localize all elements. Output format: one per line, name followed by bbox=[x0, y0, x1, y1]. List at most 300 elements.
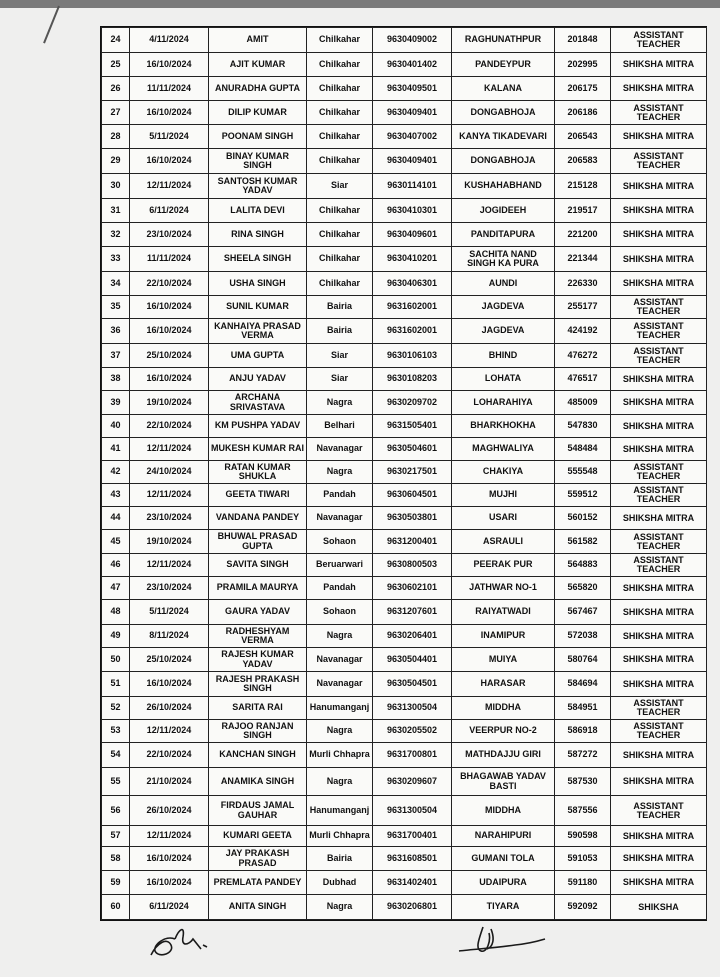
cell-serial-no: 57 bbox=[102, 826, 130, 847]
cell-block: Navanagar bbox=[307, 438, 373, 461]
cell-block: Bairia bbox=[307, 296, 373, 319]
cell-teacher-name: ANITA SINGH bbox=[209, 895, 307, 920]
cell-employee-id: 202995 bbox=[555, 53, 611, 77]
cell-teacher-name: KANHAIYA PRASAD VERMA bbox=[209, 319, 307, 344]
cell-date: 23/10/2024 bbox=[130, 507, 209, 530]
table-row bbox=[102, 53, 707, 77]
cell-employee-id: 255177 bbox=[555, 296, 611, 319]
cell-post: SHIKSHA MITRA bbox=[611, 826, 707, 847]
cell-teacher-name: SAVITA SINGH bbox=[209, 554, 307, 577]
cell-post: SHIKSHA MITRA bbox=[611, 600, 707, 625]
cell-teacher-name: FIRDAUS JAMAL GAUHAR bbox=[209, 796, 307, 826]
cell-block: Chilkahar bbox=[307, 53, 373, 77]
cell-employee-id: 591180 bbox=[555, 871, 611, 895]
cell-block: Pandah bbox=[307, 484, 373, 507]
cell-date: 16/10/2024 bbox=[130, 319, 209, 344]
cell-post: ASSISTANT TEACHER bbox=[611, 484, 707, 507]
cell-serial-no: 58 bbox=[102, 847, 130, 871]
cell-employee-id: 587272 bbox=[555, 743, 611, 768]
cell-block: Murli Chhapra bbox=[307, 743, 373, 768]
cell-teacher-name: RAJESH PRAKASH SINGH bbox=[209, 672, 307, 697]
cell-date: 24/10/2024 bbox=[130, 461, 209, 484]
cell-teacher-name: BHUWAL PRASAD GUPTA bbox=[209, 530, 307, 554]
signature-right bbox=[455, 915, 555, 960]
cell-serial-no: 30 bbox=[102, 174, 130, 199]
cell-block: Nagra bbox=[307, 895, 373, 920]
cell-post: SHIKSHA MITRA bbox=[611, 871, 707, 895]
cell-serial-no: 36 bbox=[102, 319, 130, 344]
cell-udise-code: 9630504401 bbox=[373, 648, 452, 672]
cell-udise-code: 9630409501 bbox=[373, 77, 452, 101]
cell-employee-id: 592092 bbox=[555, 895, 611, 920]
table-row bbox=[102, 826, 707, 847]
cell-teacher-name: AMIT bbox=[209, 28, 307, 53]
cell-date: 16/10/2024 bbox=[130, 368, 209, 391]
table-row bbox=[102, 247, 707, 272]
cell-udise-code: 9631207601 bbox=[373, 600, 452, 625]
cell-teacher-name: UMA GUPTA bbox=[209, 344, 307, 368]
cell-udise-code: 9630503801 bbox=[373, 507, 452, 530]
cell-post: SHIKSHA bbox=[611, 895, 707, 920]
cell-teacher-name: RAJOO RANJAN SINGH bbox=[209, 720, 307, 743]
table-row bbox=[102, 507, 707, 530]
cell-teacher-name: MUKESH KUMAR RAI bbox=[209, 438, 307, 461]
cell-block: Pandah bbox=[307, 577, 373, 600]
cell-block: Bairia bbox=[307, 847, 373, 871]
table-row bbox=[102, 743, 707, 768]
cell-employee-id: 215128 bbox=[555, 174, 611, 199]
cell-employee-id: 206583 bbox=[555, 149, 611, 174]
cell-block: Chilkahar bbox=[307, 77, 373, 101]
cell-date: 22/10/2024 bbox=[130, 415, 209, 438]
cell-udise-code: 9630504501 bbox=[373, 672, 452, 697]
cell-udise-code: 9631700801 bbox=[373, 743, 452, 768]
cell-school-name: MUIYA bbox=[452, 648, 555, 672]
cell-udise-code: 9630106103 bbox=[373, 344, 452, 368]
cell-school-name: HARASAR bbox=[452, 672, 555, 697]
cell-post: SHIKSHA MITRA bbox=[611, 272, 707, 296]
cell-block: Sohaon bbox=[307, 600, 373, 625]
cell-school-name: TIYARA bbox=[452, 895, 555, 920]
cell-udise-code: 9631602001 bbox=[373, 296, 452, 319]
cell-school-name: DONGABHOJA bbox=[452, 149, 555, 174]
table-row bbox=[102, 530, 707, 554]
cell-block: Siar bbox=[307, 368, 373, 391]
cell-udise-code: 9631300504 bbox=[373, 697, 452, 720]
cell-date: 6/11/2024 bbox=[130, 895, 209, 920]
cell-date: 5/11/2024 bbox=[130, 125, 209, 149]
table-row bbox=[102, 461, 707, 484]
cell-employee-id: 560152 bbox=[555, 507, 611, 530]
cell-employee-id: 555548 bbox=[555, 461, 611, 484]
cell-employee-id: 584951 bbox=[555, 697, 611, 720]
cell-employee-id: 485009 bbox=[555, 391, 611, 415]
cell-udise-code: 9630206801 bbox=[373, 895, 452, 920]
cell-udise-code: 9630602101 bbox=[373, 577, 452, 600]
cell-teacher-name: SARITA RAI bbox=[209, 697, 307, 720]
cell-block: Nagra bbox=[307, 391, 373, 415]
cell-date: 16/10/2024 bbox=[130, 871, 209, 895]
cell-post: SHIKSHA MITRA bbox=[611, 53, 707, 77]
cell-school-name: RAIYATWADI bbox=[452, 600, 555, 625]
table-row bbox=[102, 77, 707, 101]
cell-block: Chilkahar bbox=[307, 247, 373, 272]
cell-date: 23/10/2024 bbox=[130, 223, 209, 247]
cell-udise-code: 9631300504 bbox=[373, 796, 452, 826]
table-row bbox=[102, 223, 707, 247]
cell-post: SHIKSHA MITRA bbox=[611, 368, 707, 391]
cell-employee-id: 587530 bbox=[555, 768, 611, 796]
table-row bbox=[102, 28, 707, 53]
cell-date: 5/11/2024 bbox=[130, 600, 209, 625]
cell-serial-no: 51 bbox=[102, 672, 130, 697]
cell-udise-code: 9630406301 bbox=[373, 272, 452, 296]
cell-post: SHIKSHA MITRA bbox=[611, 625, 707, 648]
cell-serial-no: 35 bbox=[102, 296, 130, 319]
table-row bbox=[102, 344, 707, 368]
cell-post: ASSISTANT TEACHER bbox=[611, 554, 707, 577]
cell-school-name: PANDITAPURA bbox=[452, 223, 555, 247]
cell-block: Nagra bbox=[307, 768, 373, 796]
cell-block: Siar bbox=[307, 344, 373, 368]
cell-post: SHIKSHA MITRA bbox=[611, 577, 707, 600]
cell-serial-no: 52 bbox=[102, 697, 130, 720]
cell-post: ASSISTANT TEACHER bbox=[611, 296, 707, 319]
cell-post: SHIKSHA MITRA bbox=[611, 648, 707, 672]
cell-serial-no: 56 bbox=[102, 796, 130, 826]
cell-serial-no: 60 bbox=[102, 895, 130, 920]
cell-employee-id: 567467 bbox=[555, 600, 611, 625]
cell-school-name: SACHITA NAND SINGH KA PURA bbox=[452, 247, 555, 272]
cell-date: 16/10/2024 bbox=[130, 672, 209, 697]
cell-udise-code: 9630410201 bbox=[373, 247, 452, 272]
table-row bbox=[102, 101, 707, 125]
cell-serial-no: 44 bbox=[102, 507, 130, 530]
cell-teacher-name: GEETA TIWARI bbox=[209, 484, 307, 507]
cell-date: 16/10/2024 bbox=[130, 296, 209, 319]
cell-block: Bairia bbox=[307, 319, 373, 344]
cell-post: SHIKSHA MITRA bbox=[611, 672, 707, 697]
cell-udise-code: 9630409401 bbox=[373, 149, 452, 174]
cell-udise-code: 9631608501 bbox=[373, 847, 452, 871]
cell-teacher-name: VANDANA PANDEY bbox=[209, 507, 307, 530]
cell-teacher-name: RATAN KUMAR SHUKLA bbox=[209, 461, 307, 484]
cell-school-name: KUSHAHABHAND bbox=[452, 174, 555, 199]
cell-date: 22/10/2024 bbox=[130, 272, 209, 296]
cell-teacher-name: RAJESH KUMAR YADAV bbox=[209, 648, 307, 672]
cell-employee-id: 201848 bbox=[555, 28, 611, 53]
cell-udise-code: 9630504601 bbox=[373, 438, 452, 461]
cell-employee-id: 572038 bbox=[555, 625, 611, 648]
cell-date: 16/10/2024 bbox=[130, 101, 209, 125]
cell-udise-code: 9630401402 bbox=[373, 53, 452, 77]
cell-date: 8/11/2024 bbox=[130, 625, 209, 648]
cell-serial-no: 42 bbox=[102, 461, 130, 484]
cell-udise-code: 9630604501 bbox=[373, 484, 452, 507]
cell-serial-no: 53 bbox=[102, 720, 130, 743]
cell-employee-id: 548484 bbox=[555, 438, 611, 461]
cell-block: Chilkahar bbox=[307, 125, 373, 149]
cell-school-name: INAMIPUR bbox=[452, 625, 555, 648]
cell-employee-id: 476517 bbox=[555, 368, 611, 391]
cell-udise-code: 9630409601 bbox=[373, 223, 452, 247]
cell-employee-id: 580764 bbox=[555, 648, 611, 672]
cell-post: SHIKSHA MITRA bbox=[611, 438, 707, 461]
cell-serial-no: 46 bbox=[102, 554, 130, 577]
cell-post: SHIKSHA MITRA bbox=[611, 125, 707, 149]
table-row bbox=[102, 648, 707, 672]
cell-serial-no: 47 bbox=[102, 577, 130, 600]
cell-employee-id: 547830 bbox=[555, 415, 611, 438]
cell-block: Nagra bbox=[307, 625, 373, 648]
table-row bbox=[102, 796, 707, 826]
cell-post: SHIKSHA MITRA bbox=[611, 847, 707, 871]
table-row bbox=[102, 319, 707, 344]
cell-post: ASSISTANT TEACHER bbox=[611, 796, 707, 826]
cell-post: ASSISTANT TEACHER bbox=[611, 319, 707, 344]
cell-block: Chilkahar bbox=[307, 101, 373, 125]
cell-post: ASSISTANT TEACHER bbox=[611, 101, 707, 125]
cell-school-name: JAGDEVA bbox=[452, 296, 555, 319]
table-row bbox=[102, 272, 707, 296]
cell-teacher-name: PRAMILA MAURYA bbox=[209, 577, 307, 600]
cell-date: 26/10/2024 bbox=[130, 697, 209, 720]
cell-school-name: UDAIPURA bbox=[452, 871, 555, 895]
table-row bbox=[102, 125, 707, 149]
cell-block: Murli Chhapra bbox=[307, 826, 373, 847]
cell-udise-code: 9630206401 bbox=[373, 625, 452, 648]
cell-serial-no: 34 bbox=[102, 272, 130, 296]
cell-post: SHIKSHA MITRA bbox=[611, 743, 707, 768]
cell-school-name: AUNDI bbox=[452, 272, 555, 296]
cell-udise-code: 9630205502 bbox=[373, 720, 452, 743]
cell-school-name: RAGHUNATHPUR bbox=[452, 28, 555, 53]
cell-teacher-name: ANAMIKA SINGH bbox=[209, 768, 307, 796]
cell-teacher-name: DILIP KUMAR bbox=[209, 101, 307, 125]
cell-serial-no: 59 bbox=[102, 871, 130, 895]
table-row bbox=[102, 438, 707, 461]
cell-school-name: MAGHWALIYA bbox=[452, 438, 555, 461]
table-row bbox=[102, 415, 707, 438]
cell-block: Chilkahar bbox=[307, 272, 373, 296]
cell-teacher-name: PREMLATA PANDEY bbox=[209, 871, 307, 895]
cell-serial-no: 37 bbox=[102, 344, 130, 368]
table-row bbox=[102, 697, 707, 720]
cell-serial-no: 26 bbox=[102, 77, 130, 101]
cell-udise-code: 9630217501 bbox=[373, 461, 452, 484]
cell-serial-no: 24 bbox=[102, 28, 130, 53]
cell-employee-id: 591053 bbox=[555, 847, 611, 871]
cell-post: SHIKSHA MITRA bbox=[611, 391, 707, 415]
cell-date: 12/11/2024 bbox=[130, 554, 209, 577]
table-row bbox=[102, 368, 707, 391]
table-row bbox=[102, 149, 707, 174]
cell-post: ASSISTANT TEACHER bbox=[611, 344, 707, 368]
cell-udise-code: 9630209702 bbox=[373, 391, 452, 415]
cell-teacher-name: ANURADHA GUPTA bbox=[209, 77, 307, 101]
cell-school-name: KALANA bbox=[452, 77, 555, 101]
cell-serial-no: 41 bbox=[102, 438, 130, 461]
cell-employee-id: 561582 bbox=[555, 530, 611, 554]
cell-serial-no: 43 bbox=[102, 484, 130, 507]
cell-udise-code: 9630410301 bbox=[373, 199, 452, 223]
cell-employee-id: 586918 bbox=[555, 720, 611, 743]
cell-date: 16/10/2024 bbox=[130, 53, 209, 77]
cell-school-name: ASRAULI bbox=[452, 530, 555, 554]
cell-teacher-name: ARCHANA SRIVASTAVA bbox=[209, 391, 307, 415]
cell-block: Dubhad bbox=[307, 871, 373, 895]
cell-teacher-name: BINAY KUMAR SINGH bbox=[209, 149, 307, 174]
cell-post: SHIKSHA MITRA bbox=[611, 415, 707, 438]
cell-post: ASSISTANT TEACHER bbox=[611, 697, 707, 720]
cell-teacher-name: RINA SINGH bbox=[209, 223, 307, 247]
top-edge-shadow bbox=[0, 0, 720, 8]
cell-date: 21/10/2024 bbox=[130, 768, 209, 796]
cell-date: 23/10/2024 bbox=[130, 577, 209, 600]
table-row bbox=[102, 847, 707, 871]
cell-serial-no: 28 bbox=[102, 125, 130, 149]
cell-post: ASSISTANT TEACHER bbox=[611, 461, 707, 484]
cell-block: Chilkahar bbox=[307, 28, 373, 53]
cell-teacher-name: POONAM SINGH bbox=[209, 125, 307, 149]
cell-post: ASSISTANT TEACHER bbox=[611, 28, 707, 53]
cell-serial-no: 48 bbox=[102, 600, 130, 625]
cell-udise-code: 9631505401 bbox=[373, 415, 452, 438]
cell-date: 12/11/2024 bbox=[130, 720, 209, 743]
cell-school-name: VEERPUR NO-2 bbox=[452, 720, 555, 743]
table-row bbox=[102, 296, 707, 319]
cell-date: 12/11/2024 bbox=[130, 484, 209, 507]
cell-block: Navanagar bbox=[307, 672, 373, 697]
cell-date: 11/11/2024 bbox=[130, 77, 209, 101]
cell-date: 4/11/2024 bbox=[130, 28, 209, 53]
cell-udise-code: 9630209607 bbox=[373, 768, 452, 796]
table-row bbox=[102, 768, 707, 796]
cell-date: 19/10/2024 bbox=[130, 530, 209, 554]
teacher-list-table bbox=[101, 27, 707, 920]
cell-serial-no: 29 bbox=[102, 149, 130, 174]
cell-school-name: JOGIDEEH bbox=[452, 199, 555, 223]
cell-serial-no: 31 bbox=[102, 199, 130, 223]
cell-school-name: BHARKHOKHA bbox=[452, 415, 555, 438]
cell-block: Nagra bbox=[307, 720, 373, 743]
cell-school-name: PANDEYPUR bbox=[452, 53, 555, 77]
table-row bbox=[102, 871, 707, 895]
cell-school-name: DONGABHOJA bbox=[452, 101, 555, 125]
cell-school-name: KANYA TIKADEVARI bbox=[452, 125, 555, 149]
cell-date: 26/10/2024 bbox=[130, 796, 209, 826]
cell-udise-code: 9630108203 bbox=[373, 368, 452, 391]
cell-block: Nagra bbox=[307, 461, 373, 484]
table-row bbox=[102, 720, 707, 743]
cell-school-name: BHAGAWAB YADAV BASTI bbox=[452, 768, 555, 796]
table-row bbox=[102, 554, 707, 577]
cell-employee-id: 424192 bbox=[555, 319, 611, 344]
cell-post: ASSISTANT TEACHER bbox=[611, 530, 707, 554]
cell-employee-id: 206543 bbox=[555, 125, 611, 149]
cell-post: ASSISTANT TEACHER bbox=[611, 149, 707, 174]
cell-school-name: MATHDAJJU GIRI bbox=[452, 743, 555, 768]
cell-serial-no: 55 bbox=[102, 768, 130, 796]
table-row bbox=[102, 174, 707, 199]
cell-employee-id: 221344 bbox=[555, 247, 611, 272]
cell-block: Chilkahar bbox=[307, 149, 373, 174]
cell-block: Siar bbox=[307, 174, 373, 199]
cell-udise-code: 9630409401 bbox=[373, 101, 452, 125]
cell-block: Navanagar bbox=[307, 507, 373, 530]
table-row bbox=[102, 484, 707, 507]
cell-teacher-name: SHEELA SINGH bbox=[209, 247, 307, 272]
cell-school-name: MIDDHA bbox=[452, 796, 555, 826]
cell-employee-id: 564883 bbox=[555, 554, 611, 577]
cell-date: 25/10/2024 bbox=[130, 648, 209, 672]
cell-teacher-name: KANCHAN SINGH bbox=[209, 743, 307, 768]
cell-date: 16/10/2024 bbox=[130, 149, 209, 174]
cell-teacher-name: LALITA DEVI bbox=[209, 199, 307, 223]
cell-employee-id: 476272 bbox=[555, 344, 611, 368]
cell-school-name: PEERAK PUR bbox=[452, 554, 555, 577]
cell-udise-code: 9630409002 bbox=[373, 28, 452, 53]
cell-serial-no: 27 bbox=[102, 101, 130, 125]
cell-teacher-name: JAY PRAKASH PRASAD bbox=[209, 847, 307, 871]
cell-udise-code: 9631700401 bbox=[373, 826, 452, 847]
cell-udise-code: 9631602001 bbox=[373, 319, 452, 344]
cell-block: Chilkahar bbox=[307, 223, 373, 247]
cell-block: Hanumanganj bbox=[307, 697, 373, 720]
cell-school-name: JAGDEVA bbox=[452, 319, 555, 344]
cell-teacher-name: SANTOSH KUMAR YADAV bbox=[209, 174, 307, 199]
cell-teacher-name: KM PUSHPA YADAV bbox=[209, 415, 307, 438]
cell-udise-code: 9631402401 bbox=[373, 871, 452, 895]
signature-left bbox=[145, 915, 225, 965]
cell-post: SHIKSHA MITRA bbox=[611, 223, 707, 247]
table-row bbox=[102, 600, 707, 625]
cell-block: Hanumanganj bbox=[307, 796, 373, 826]
cell-block: Navanagar bbox=[307, 648, 373, 672]
cell-teacher-name: GAURA YADAV bbox=[209, 600, 307, 625]
cell-serial-no: 40 bbox=[102, 415, 130, 438]
cell-employee-id: 221200 bbox=[555, 223, 611, 247]
cell-serial-no: 25 bbox=[102, 53, 130, 77]
paper-fold-line bbox=[43, 6, 60, 44]
cell-employee-id: 587556 bbox=[555, 796, 611, 826]
cell-employee-id: 565820 bbox=[555, 577, 611, 600]
cell-post: SHIKSHA MITRA bbox=[611, 174, 707, 199]
cell-school-name: MUJHI bbox=[452, 484, 555, 507]
cell-serial-no: 33 bbox=[102, 247, 130, 272]
cell-school-name: BHIND bbox=[452, 344, 555, 368]
cell-teacher-name: USHA SINGH bbox=[209, 272, 307, 296]
table-row bbox=[102, 199, 707, 223]
cell-date: 12/11/2024 bbox=[130, 174, 209, 199]
cell-post: SHIKSHA MITRA bbox=[611, 768, 707, 796]
table-row bbox=[102, 391, 707, 415]
transfer-list-sheet bbox=[100, 26, 707, 921]
cell-school-name: MIDDHA bbox=[452, 697, 555, 720]
cell-school-name: LOHATA bbox=[452, 368, 555, 391]
table-row bbox=[102, 672, 707, 697]
cell-employee-id: 226330 bbox=[555, 272, 611, 296]
cell-school-name: LOHARAHIYA bbox=[452, 391, 555, 415]
cell-udise-code: 9630407002 bbox=[373, 125, 452, 149]
cell-date: 22/10/2024 bbox=[130, 743, 209, 768]
cell-udise-code: 9630114101 bbox=[373, 174, 452, 199]
cell-school-name: JATHWAR NO-1 bbox=[452, 577, 555, 600]
cell-block: Chilkahar bbox=[307, 199, 373, 223]
cell-serial-no: 50 bbox=[102, 648, 130, 672]
cell-post: SHIKSHA MITRA bbox=[611, 247, 707, 272]
cell-block: Sohaon bbox=[307, 530, 373, 554]
